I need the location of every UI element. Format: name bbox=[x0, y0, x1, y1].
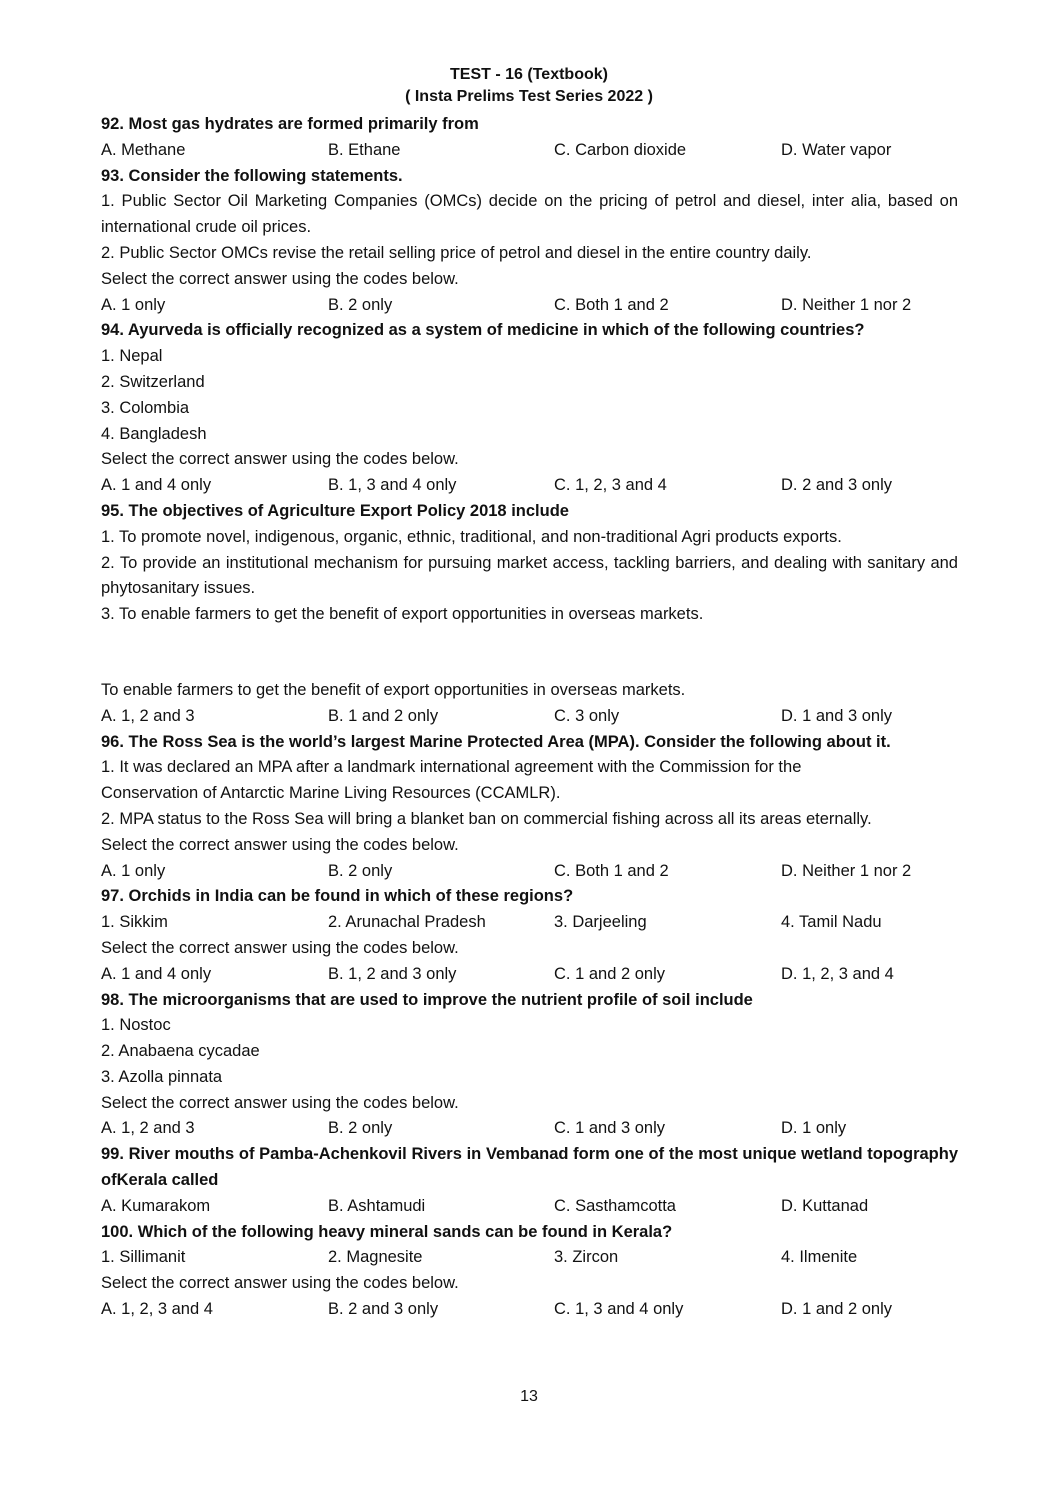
question-stem: 93. Consider the following statements. bbox=[101, 166, 403, 185]
option-a[interactable]: A. 1 and 4 only bbox=[101, 476, 212, 495]
option-d[interactable]: D. 1 and 3 only bbox=[781, 706, 892, 725]
list-item: 1. Sikkim bbox=[101, 913, 168, 932]
instruction: Select the correct answer using the codes below. bbox=[101, 938, 459, 957]
list-item: 3. Darjeeling bbox=[554, 913, 647, 932]
list-item: 2. Arunachal Pradesh bbox=[328, 913, 486, 932]
option-a[interactable]: A. 1 only bbox=[101, 861, 166, 880]
option-c[interactable]: C. Carbon dioxide bbox=[554, 140, 687, 159]
option-d[interactable]: D. Neither 1 nor 2 bbox=[781, 861, 912, 880]
option-a[interactable]: A. Kumarakom bbox=[101, 1196, 211, 1215]
question-stem: 99. River mouths of Pamba-Achenkovil Rivers in Vembanad form one of the most unique wetland topography ofKerala called bbox=[101, 1145, 958, 1190]
question-stem: 95. The objectives of Agriculture Export Policy 2018 include bbox=[101, 501, 569, 520]
option-b[interactable]: B. Ashtamudi bbox=[328, 1196, 426, 1215]
option-b[interactable]: B. Ethane bbox=[328, 140, 401, 159]
question-stem: 94. Ayurveda is officially recognized as a system of medicine in which of the following countries? bbox=[101, 321, 865, 340]
option-a[interactable]: A. 1 only bbox=[101, 295, 166, 314]
instruction: Select the correct answer using the codes below. bbox=[101, 450, 459, 469]
answer-options bbox=[101, 1297, 958, 1323]
repeated-statement: To enable farmers to get the benefit of export opportunities in overseas markets. bbox=[101, 680, 686, 699]
answer-options bbox=[101, 293, 958, 319]
question-stem: 98. The microorganisms that are used to improve the nutrient profile of soil include bbox=[101, 990, 753, 1009]
instruction: Select the correct answer using the codes below. bbox=[101, 835, 459, 854]
option-c[interactable]: C. 1, 2, 3 and 4 bbox=[554, 476, 667, 495]
list-item: 1. Nepal bbox=[101, 347, 163, 366]
statement: 2. Public Sector OMCs revise the retail selling price of petrol and diesel in the entire country daily. bbox=[101, 243, 812, 262]
option-b[interactable]: B. 1 and 2 only bbox=[328, 706, 439, 725]
option-c[interactable]: C. 1, 3 and 4 only bbox=[554, 1300, 684, 1319]
option-d[interactable]: D. 1 and 2 only bbox=[781, 1300, 892, 1319]
list-item: 1. Nostoc bbox=[101, 1016, 171, 1035]
option-c[interactable]: C. Sasthamcotta bbox=[554, 1196, 676, 1215]
series-subtitle: ( Insta Prelims Test Series 2022 ) bbox=[405, 88, 653, 105]
option-b[interactable]: B. 1, 2 and 3 only bbox=[328, 964, 457, 983]
list-item: 4. Tamil Nadu bbox=[781, 913, 882, 932]
option-d[interactable]: D. 2 and 3 only bbox=[781, 476, 892, 495]
region-list bbox=[101, 910, 958, 936]
option-c[interactable]: C. Both 1 and 2 bbox=[554, 295, 669, 314]
option-c[interactable]: C. 1 and 3 only bbox=[554, 1119, 665, 1138]
answer-options bbox=[101, 473, 958, 499]
option-a[interactable]: A. 1 and 4 only bbox=[101, 964, 212, 983]
answer-options bbox=[101, 704, 958, 730]
question-stem: 92. Most gas hydrates are formed primarily from bbox=[101, 115, 479, 133]
option-a[interactable]: A. 1, 2 and 3 bbox=[101, 1119, 195, 1138]
question-page bbox=[101, 112, 958, 1323]
statement: 1. It was declared an MPA after a landmark international agreement with the Commission for the bbox=[101, 758, 802, 777]
option-a[interactable]: A. 1, 2, 3 and 4 bbox=[101, 1300, 213, 1319]
mineral-list bbox=[101, 1245, 958, 1271]
statement: 2. MPA status to the Ross Sea will bring a blanket ban on commercial fishing across all its areas eternally. bbox=[101, 809, 872, 828]
page-number: 13 bbox=[520, 1388, 538, 1405]
option-d[interactable]: D. Water vapor bbox=[781, 140, 892, 159]
option-d[interactable]: D. Neither 1 nor 2 bbox=[781, 295, 912, 314]
list-item: 3. Colombia bbox=[101, 398, 190, 417]
list-item: 3. Zircon bbox=[554, 1248, 619, 1267]
instruction: Select the correct answer using the codes below. bbox=[101, 1093, 459, 1112]
answer-options bbox=[101, 138, 958, 164]
list-item: 3. Azolla pinnata bbox=[101, 1067, 223, 1086]
instruction: Select the correct answer using the codes below. bbox=[101, 1274, 459, 1293]
option-a[interactable]: A. 1, 2 and 3 bbox=[101, 706, 195, 725]
list-item: 4. Bangladesh bbox=[101, 424, 207, 443]
question-stem: 96. The Ross Sea is the world’s largest Marine Protected Area (MPA). Consider the following about it. bbox=[101, 732, 891, 751]
option-c[interactable]: C. 3 only bbox=[554, 706, 620, 725]
statement: 1. To promote novel, indigenous, organic, ethnic, traditional, and non-traditional Agri products exports. bbox=[101, 527, 842, 546]
list-item: 2. Switzerland bbox=[101, 372, 205, 391]
answer-options bbox=[101, 962, 958, 988]
option-a[interactable]: A. Methane bbox=[101, 140, 186, 159]
instruction: Select the correct answer using the codes below. bbox=[101, 269, 459, 288]
answer-options bbox=[101, 1194, 958, 1220]
answer-options bbox=[101, 1116, 958, 1142]
statement: 3. To enable farmers to get the benefit of export opportunities in overseas markets. bbox=[101, 605, 704, 624]
option-b[interactable]: B. 2 only bbox=[328, 1119, 393, 1138]
page-header bbox=[0, 64, 1058, 108]
test-title: TEST - 16 (Textbook) bbox=[450, 66, 608, 83]
statement: 1. Public Sector Oil Marketing Companies (OMCs) decide on the pricing of petrol and diesel, inter alia, based on international crude oil prices. bbox=[101, 192, 958, 237]
option-b[interactable]: B. 1, 3 and 4 only bbox=[328, 476, 457, 495]
list-item: 2. Magnesite bbox=[328, 1248, 423, 1267]
option-d[interactable]: D. 1 only bbox=[781, 1119, 847, 1138]
answer-options bbox=[101, 859, 958, 885]
list-item: 1. Sillimanit bbox=[101, 1248, 186, 1267]
question-stem: 97. Orchids in India can be found in which of these regions? bbox=[101, 887, 574, 906]
option-d[interactable]: D. 1, 2, 3 and 4 bbox=[781, 964, 894, 983]
blank-gap bbox=[101, 628, 958, 678]
option-b[interactable]: B. 2 only bbox=[328, 295, 393, 314]
option-d[interactable]: D. Kuttanad bbox=[781, 1196, 869, 1215]
option-c[interactable]: C. Both 1 and 2 bbox=[554, 861, 669, 880]
statement: Conservation of Antarctic Marine Living Resources (CCAMLR). bbox=[101, 784, 561, 803]
statement: 2. To provide an institutional mechanism for pursuing market access, tackling barriers, and dealing with sanitary and phytosanitary issues. bbox=[101, 553, 958, 598]
question-stem: 100. Which of the following heavy mineral sands can be found in Kerala? bbox=[101, 1222, 673, 1241]
option-c[interactable]: C. 1 and 2 only bbox=[554, 964, 665, 983]
option-b[interactable]: B. 2 only bbox=[328, 861, 393, 880]
list-item: 4. Ilmenite bbox=[781, 1248, 858, 1267]
list-item: 2. Anabaena cycadae bbox=[101, 1042, 260, 1061]
option-b[interactable]: B. 2 and 3 only bbox=[328, 1300, 439, 1319]
